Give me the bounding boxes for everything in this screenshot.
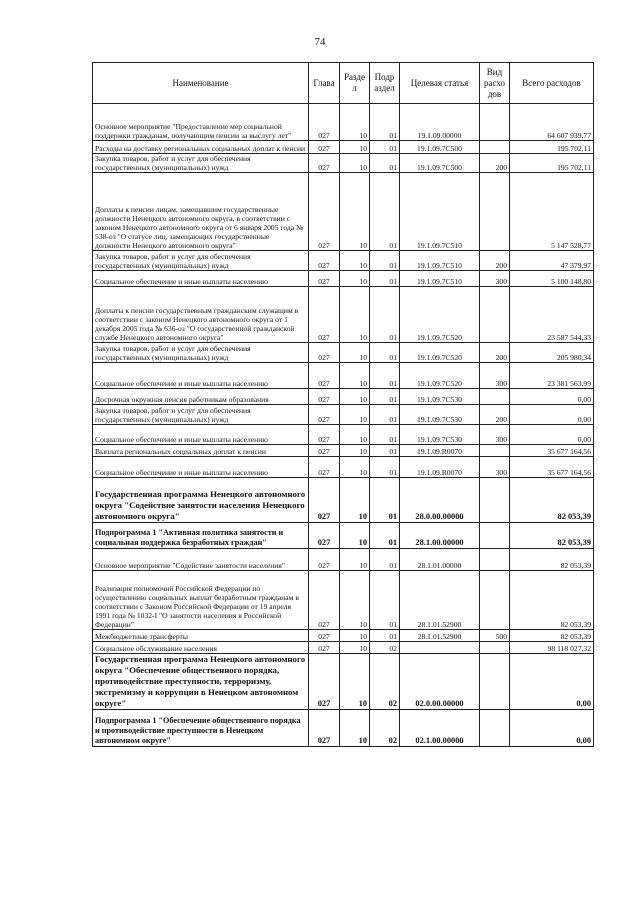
row-subsection: 01 [370,549,400,571]
row-section: 10 [340,478,370,523]
row-amount: 195 702,11 [510,154,594,173]
row-chapter: 027 [309,571,340,630]
table-row [93,154,594,173]
row-chapter: 027 [309,141,340,154]
row-amount: 64 607 939,77 [510,104,594,141]
row-subsection: 01 [370,104,400,141]
row-expense-type: 200 [480,405,510,425]
row-section: 10 [340,154,370,173]
row-target-article: 28.0.00.00000 [400,478,480,523]
row-expense-type [480,104,510,141]
row-subsection: 01 [370,343,400,363]
row-amount: 5 147 528,77 [510,173,594,251]
row-chapter: 027 [309,523,340,549]
row-target-article: 19.1.09.7С510 [400,271,480,287]
row-target-article: 19.1.09.7С500 [400,141,480,154]
row-expense-type: 300 [480,363,510,389]
expenditure-table [92,62,594,747]
row-amount: 98 118 027,32 [510,642,594,654]
row-target-article: 28.1.00.00000 [400,523,480,549]
row-section: 10 [340,445,370,457]
row-target-article [400,642,480,654]
row-subsection: 02 [370,710,400,747]
table-row [93,642,594,654]
header-total-expenses: Всего расходов [510,63,594,104]
row-target-article: 19.1.09.R0070 [400,445,480,457]
row-target-article: 19.1.09.7С520 [400,287,480,343]
row-chapter: 027 [309,549,340,571]
row-subsection: 02 [370,654,400,710]
row-subsection: 01 [370,523,400,549]
row-amount: 0,00 [510,654,594,710]
table-row [93,630,594,642]
row-expense-type: 300 [480,271,510,287]
row-section: 10 [340,642,370,654]
row-target-article: 19.1.09.00000 [400,104,480,141]
row-amount: 23 587 544,33 [510,287,594,343]
row-section: 10 [340,251,370,271]
table-row [93,251,594,271]
row-chapter: 027 [309,478,340,523]
row-section: 10 [340,287,370,343]
row-name: Закупка товаров, работ и услуг для обеспечения государственных (муниципальных) нужд [93,154,309,173]
row-section: 10 [340,173,370,251]
row-expense-type [480,571,510,630]
row-chapter: 027 [309,251,340,271]
row-section: 10 [340,457,370,478]
row-subsection: 01 [370,363,400,389]
row-expense-type [480,173,510,251]
row-chapter: 027 [309,104,340,141]
table-row [93,478,594,523]
row-subsection: 01 [370,173,400,251]
row-chapter: 027 [309,710,340,747]
row-chapter: 027 [309,405,340,425]
row-target-article: 28.1.01.00000 [400,549,480,571]
row-name: Подпрограмма 1 "Активная политика занятости и социальная поддержка безработных граждан" [93,523,309,549]
row-section: 10 [340,389,370,405]
row-subsection: 01 [370,405,400,425]
row-chapter: 027 [309,343,340,363]
row-amount: 82 053,39 [510,571,594,630]
row-amount: 35 677 164,56 [510,445,594,457]
row-name: Социальное обеспечение и иные выплаты населению [93,457,309,478]
row-target-article: 19.1.09.7С520 [400,343,480,363]
table-row [93,425,594,445]
row-subsection: 01 [370,445,400,457]
row-amount: 0,00 [510,389,594,405]
row-chapter: 027 [309,654,340,710]
header-section: Разде л [340,63,370,104]
row-expense-type [480,478,510,523]
row-target-article: 28.1.01.52900 [400,630,480,642]
row-chapter: 027 [309,642,340,654]
row-chapter: 027 [309,445,340,457]
row-target-article: 19.1.09.7С510 [400,173,480,251]
table-row [93,173,594,251]
table-row [93,287,594,343]
row-name: Закупка товаров, работ и услуг для обеспечения государственных (муниципальных) нужд [93,251,309,271]
row-target-article: 02.0.00.00000 [400,654,480,710]
table-row [93,445,594,457]
row-chapter: 027 [309,173,340,251]
row-amount: 5 100 148,80 [510,271,594,287]
row-chapter: 027 [309,457,340,478]
row-amount: 35 677 164,56 [510,457,594,478]
row-target-article: 19.1.09.R0070 [400,457,480,478]
table-row [93,571,594,630]
header-chapter: Глава [309,63,340,104]
row-amount: 0,00 [510,405,594,425]
row-amount: 195 702,11 [510,141,594,154]
row-name: Закупка товаров, работ и услуг для обеспечения государственных (муниципальных) нужд [93,405,309,425]
row-amount: 0,00 [510,425,594,445]
table-row [93,141,594,154]
row-name: Реализация полномочий Российской Федерации по осуществлению социальных выплат безработным гражданам в соответствии с Законом Российской Федерации от 19 апреля 1991 года № 1032-I "О занятости населения в Российской Федерации" [93,571,309,630]
row-chapter: 027 [309,630,340,642]
table-row [93,710,594,747]
row-subsection: 01 [370,425,400,445]
table-header-row [93,63,594,104]
row-subsection: 01 [370,457,400,478]
row-name: Выплата региональных социальных доплат к пенсии [93,445,309,457]
row-amount: 0,00 [510,710,594,747]
row-amount: 47 379,97 [510,251,594,271]
row-name: Досрочная окружная пенсия работникам образования [93,389,309,405]
row-section: 10 [340,710,370,747]
row-chapter: 027 [309,271,340,287]
row-target-article: 02.1.00.00000 [400,710,480,747]
row-section: 10 [340,363,370,389]
row-name: Расходы на доставку региональных социальных доплат к пенсии [93,141,309,154]
row-subsection: 01 [370,571,400,630]
row-section: 10 [340,571,370,630]
header-target-article: Целевая статья [400,63,480,104]
header-subsection: Подр аздел [370,63,400,104]
table-row [93,389,594,405]
row-target-article: 19.1.09.7С510 [400,251,480,271]
row-expense-type: 300 [480,425,510,445]
row-name: Подпрограмма 1 "Обеспечение общественного порядка и противодействие преступности в Ненецком автономном округе" [93,710,309,747]
row-section: 10 [340,343,370,363]
table-row [93,457,594,478]
row-subsection: 01 [370,271,400,287]
table-row [93,654,594,710]
row-chapter: 027 [309,425,340,445]
row-subsection: 01 [370,141,400,154]
row-name: Закупка товаров, работ и услуг для обеспечения государственных (муниципальных) нужд [93,343,309,363]
row-section: 10 [340,271,370,287]
row-expense-type [480,141,510,154]
row-expense-type [480,287,510,343]
row-amount: 205 980,34 [510,343,594,363]
row-name: Доплаты к пенсии лицам, замещавшим государственные должности Ненецкого автономного округа, в соответствии с законом Ненецкого автономного округа от 6 января 2005 года № 538-оз "О статусе лиц, замещающих государственные должности Ненецкого автономного округа" [93,173,309,251]
header-name: Наименование [93,63,309,104]
row-section: 10 [340,425,370,445]
row-expense-type [480,523,510,549]
row-expense-type [480,710,510,747]
row-name: Основное мероприятие "Содействие занятости населения" [93,549,309,571]
row-name: Социальное обеспечение и иные выплаты населению [93,271,309,287]
row-target-article: 19.1.09.7С530 [400,425,480,445]
row-subsection: 01 [370,154,400,173]
row-expense-type [480,549,510,571]
row-name: Основное мероприятие "Предоставление мер социальной поддержки гражданам, получающим пенсии за выслугу лет" [93,104,309,141]
row-name: Социальное обслуживание населения [93,642,309,654]
row-expense-type [480,642,510,654]
row-subsection: 01 [370,251,400,271]
row-section: 10 [340,523,370,549]
table-row [93,405,594,425]
row-amount: 82 053,39 [510,523,594,549]
row-amount: 82 053,39 [510,549,594,571]
row-amount: 82 053,39 [510,478,594,523]
row-subsection: 01 [370,630,400,642]
row-name: Доплаты к пенсии государственным гражданским служащим в соответствии с законом Ненецкого автономного округа от 1 декабря 2005 года № 636-оз "О государственной гражданской службе Ненецкого автономного округа" [93,287,309,343]
row-section: 10 [340,630,370,642]
row-subsection: 01 [370,287,400,343]
row-target-article: 19.1.09.7С530 [400,389,480,405]
row-expense-type: 200 [480,343,510,363]
row-expense-type [480,389,510,405]
row-subsection: 01 [370,389,400,405]
row-expense-type: 200 [480,251,510,271]
row-chapter: 027 [309,389,340,405]
row-name: Социальное обеспечение и иные выплаты населению [93,425,309,445]
row-subsection: 01 [370,478,400,523]
row-section: 10 [340,405,370,425]
table-row [93,363,594,389]
row-name: Государственная программа Ненецкого автономного округа "Обеспечение общественного порядка, противодействие преступности, терроризму, экстремизму и коррупции в Ненецком автономном округе" [93,654,309,710]
row-chapter: 027 [309,287,340,343]
row-name: Государственная программа Ненецкого автономного округа "Содействие занятости населения Ненецкого автономного округа" [93,478,309,523]
table-row [93,523,594,549]
row-chapter: 027 [309,154,340,173]
row-expense-type: 500 [480,630,510,642]
row-chapter: 027 [309,363,340,389]
row-section: 10 [340,104,370,141]
table-row [93,343,594,363]
row-target-article: 19.1.09.7С520 [400,363,480,389]
row-section: 10 [340,141,370,154]
row-expense-type: 200 [480,154,510,173]
row-target-article: 19.1.09.7С500 [400,154,480,173]
row-target-article: 28.1.01.52900 [400,571,480,630]
header-expense-type: Вид расхо дов [480,63,510,104]
row-amount: 23 381 563,99 [510,363,594,389]
row-amount: 82 053,39 [510,630,594,642]
row-section: 10 [340,654,370,710]
table-row [93,271,594,287]
row-expense-type [480,445,510,457]
table-row [93,104,594,141]
row-subsection: 02 [370,642,400,654]
row-section: 10 [340,549,370,571]
row-expense-type [480,654,510,710]
row-name: Межбюджетные трансферты [93,630,309,642]
row-name: Социальное обеспечение и иные выплаты населению [93,363,309,389]
row-target-article: 19.1.09.7С530 [400,405,480,425]
page-number: 74 [314,36,326,48]
table-row [93,549,594,571]
row-expense-type: 300 [480,457,510,478]
